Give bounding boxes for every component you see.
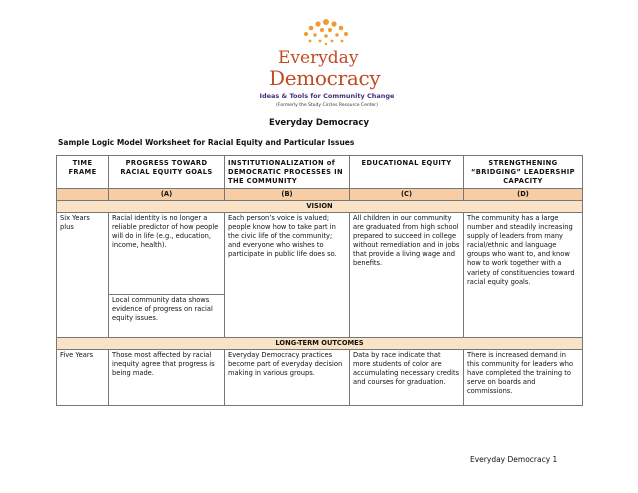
vision-label: VISION (57, 201, 583, 213)
five-years-c: Data by race indicate that more students of color are accumulating necessary credits and courses for graduation. (350, 350, 464, 406)
header-row (57, 156, 583, 189)
logo-tagline: Ideas & Tools for Community Change (259, 92, 395, 100)
letter-row (57, 189, 583, 201)
six-years-a: Racial identity is no longer a reliable predictor of how people will do in life (e.g., education, income, health). (109, 213, 225, 295)
six-years-b: Each person’s voice is valued; people know how to take part in the civic life of the community; and everyone who wishes to participate in public life does so. (225, 213, 350, 338)
outcomes-label: LONG-TERM OUTCOMES (57, 338, 583, 350)
header-strengthening: STRENGTHENING “BRIDGING” LEADERSHIP CAPACITY (464, 156, 583, 189)
logic-model-table (56, 155, 583, 406)
letter-a: (A) (109, 189, 225, 201)
document-title: Everyday Democracy (269, 118, 369, 128)
everyday-democracy-logo (252, 14, 402, 112)
logo-word-democracy: Democracy (269, 66, 381, 90)
six-years-a2: Local community data shows evidence of progress on racial equity issues. (109, 295, 225, 338)
six-years-row (57, 213, 583, 295)
five-years-row (57, 350, 583, 406)
six-years-d: The community has a large number and steadily increasing supply of leaders from many racial/ethnic and language groups who want to, and know how to work together with a variety of constituencies toward racial equity goals. (464, 213, 583, 338)
six-years-c: All children in our community are graduated from high school prepared to succeed in college without remediation and in jobs that provide a living wage and benefits. (350, 213, 464, 338)
five-years-d: There is increased demand in this community for leaders who have completed the training to serve on boards and commissions. (464, 350, 583, 406)
five-years-b: Everyday Democracy practices become part of everyday decision making in various groups. (225, 350, 350, 406)
five-years-time: Five Years (57, 350, 109, 406)
header-time-frame: TIME FRAME (57, 156, 109, 189)
header-educational-equity: EDUCATIONAL EQUITY (350, 156, 464, 189)
page-footer: Everyday Democracy 1 (470, 455, 558, 464)
five-years-a: Those most affected by racial inequity agree that progress is being made. (109, 350, 225, 406)
logo-subline: (Formerly the Study Circles Resource Center) (276, 103, 378, 108)
header-progress: PROGRESS TOWARD RACIAL EQUITY GOALS (109, 156, 225, 189)
letter-blank (57, 189, 109, 201)
outcomes-band (57, 338, 583, 350)
logo-word-everyday: Everyday (278, 48, 359, 68)
letter-b: (B) (225, 189, 350, 201)
vision-band (57, 201, 583, 213)
header-institutionalization: INSTITUTIONALIZATION of DEMOCRATIC PROCESSES IN THE COMMUNITY (225, 156, 350, 189)
letter-d: (D) (464, 189, 583, 201)
document-subtitle: Sample Logic Model Worksheet for Racial Equity and Particular Issues (58, 138, 355, 147)
letter-c: (C) (350, 189, 464, 201)
six-years-time: Six Years plus (57, 213, 109, 338)
